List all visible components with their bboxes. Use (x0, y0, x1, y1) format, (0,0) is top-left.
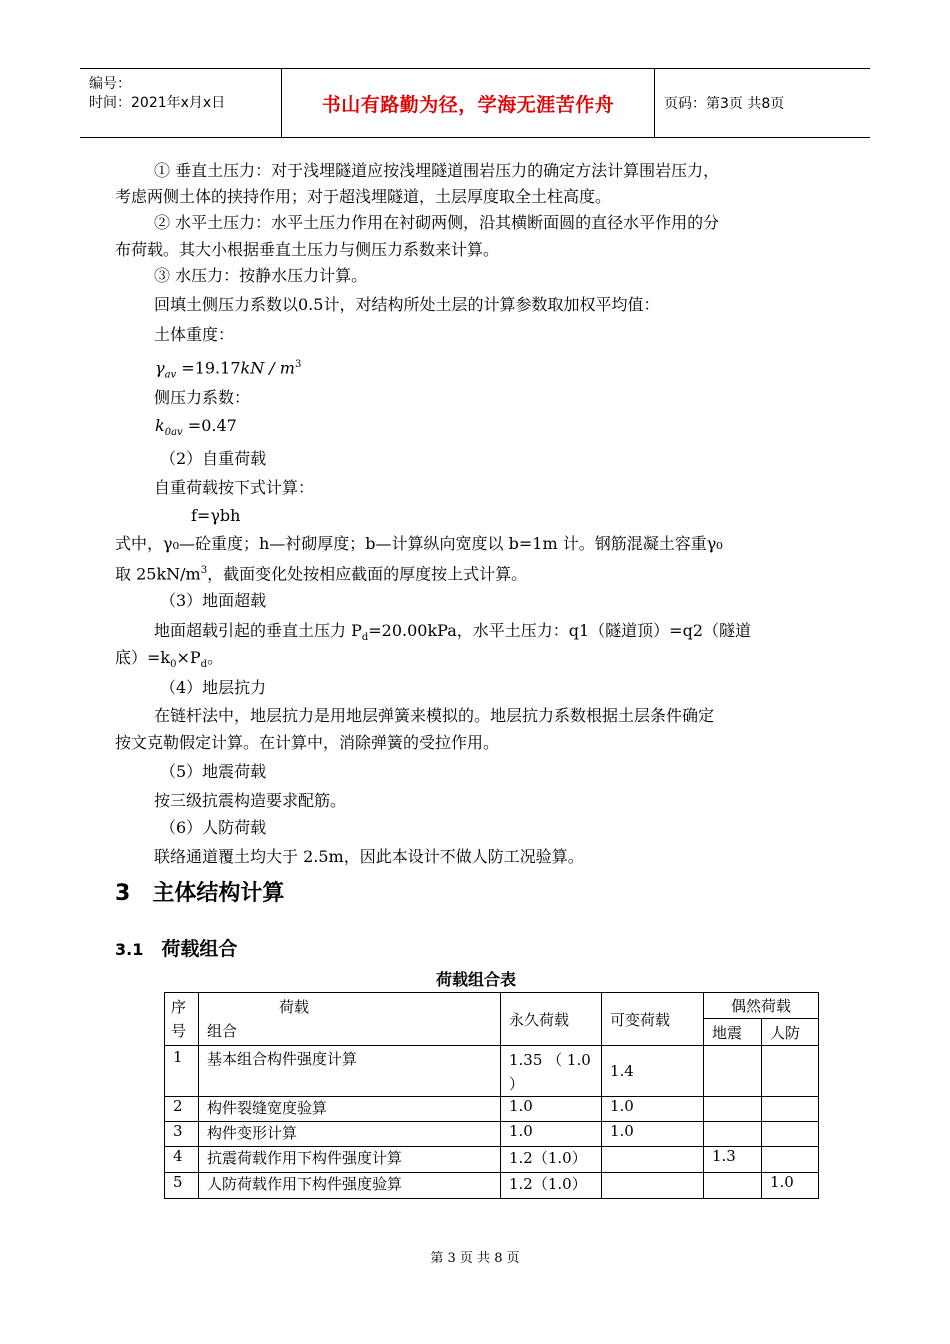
load-combination-table (164, 992, 819, 1199)
eq-k-value: =0.47 (187, 416, 237, 435)
cell-seq: 1 (165, 1046, 199, 1097)
cell-civil-defense (762, 1147, 819, 1173)
section-seismic-load: （5）地震荷载 (160, 762, 267, 781)
surcharge-p-sub: d (200, 659, 208, 671)
cell-seq: 5 (165, 1173, 199, 1199)
concrete-weight-text: 取 25kN/m (115, 564, 201, 584)
heading-number: 3 (115, 881, 131, 906)
eq-gamma-symbol: γ (155, 358, 165, 378)
paragraph-backfill: 回填土侧压力系数以0.5计，对结构所处土层的计算参数取加权平均值： (154, 295, 660, 314)
heading-main-structure (115, 876, 284, 907)
header-load-a: 荷载 (279, 998, 310, 1016)
concrete-weight-exp: 3 (200, 565, 208, 576)
table-row (165, 1046, 819, 1097)
cell-earthquake (704, 1122, 762, 1147)
header-motto-cell (281, 69, 655, 137)
cell-name: 构件裂缝宽度验算 (199, 1097, 501, 1122)
cell-name: 人防荷载作用下构件强度验算 (199, 1173, 501, 1199)
surcharge-k-sub: 0 (170, 659, 177, 671)
header-load (199, 993, 501, 1046)
label-lateral-coefficient: 侧压力系数： (154, 388, 251, 407)
eq-gamma-unit-exp: 3 (294, 359, 302, 370)
cell-permanent-b: ） (509, 1075, 525, 1093)
paragraph-formula-notes: 式中，γ₀—砼重度；h—衬砌厚度；b—计算纵向宽度以 b=1m 计。钢筋混凝土容重γ₀ (115, 534, 723, 553)
cell-variable (602, 1173, 704, 1199)
paragraph-ground-resistance-cont: 按文克勒假定计算。在计算中，消除弹簧的受拉作用。 (115, 733, 500, 752)
eq-k-sub: 0av (164, 427, 183, 439)
table-row (165, 1122, 819, 1147)
surcharge-cont-text: 底）=k (115, 648, 171, 667)
surcharge-sub: d (361, 632, 369, 644)
paragraph-vertical-pressure: ① 垂直土压力：对于浅埋隧道应按浅埋隧道围岩压力的确定方法计算围岩压力， (154, 161, 720, 180)
cell-earthquake (704, 1097, 762, 1122)
cell-variable: 1.4 (602, 1046, 704, 1097)
equation-self-weight: f=γbh (191, 506, 241, 525)
surcharge-cont-end: 。 (207, 648, 224, 667)
cell-permanent: 1.0 (501, 1097, 602, 1122)
header-seq-b: 号 (171, 1022, 187, 1040)
paragraph-horizontal-pressure: ② 水平土压力：水平土压力作用在衬砌两侧，沿其横断面圆的直径水平作用的分 (154, 213, 720, 232)
cell-earthquake: 1.3 (704, 1147, 762, 1173)
paragraph-surcharge-cont (115, 648, 223, 675)
cell-permanent-a: 1.35 （ 1.0 (509, 1051, 591, 1069)
label-soil-weight: 土体重度： (154, 325, 235, 344)
eq-gamma-sub: av (164, 369, 177, 381)
cell-earthquake (704, 1173, 762, 1199)
section-civil-defense: （6）人防荷载 (160, 818, 267, 837)
subheading-title: 荷载组合 (161, 938, 238, 960)
header-load-b: 组合 (207, 1022, 238, 1040)
table-header-row (165, 993, 819, 1019)
equation-lateral-coefficient (155, 416, 237, 443)
cell-variable (602, 1147, 704, 1173)
table-row (165, 1147, 819, 1173)
eq-gamma-value: =19.17 (181, 358, 241, 378)
header-accidental: 偶然荷载 (704, 993, 819, 1019)
equation-soil-weight (155, 355, 301, 386)
header-motto: 书山有路勤为径，学海无涯苦作舟 (321, 93, 615, 116)
eq-gamma-unit: kN / m (240, 358, 295, 378)
cell-seq: 2 (165, 1097, 199, 1122)
heading-load-combination (115, 934, 237, 961)
paragraph-ground-resistance: 在链杆法中，地层抗力是用地层弹簧来模拟的。地层抗力系数根据土层条件确定 (154, 706, 715, 725)
section-ground-resistance: （4）地层抗力 (160, 678, 267, 697)
paragraph-surcharge (154, 621, 751, 648)
concrete-weight-rest: ，截面变化处按相应截面的厚度按上式计算。 (207, 564, 528, 584)
document-number-label: 编号： (89, 76, 131, 92)
header-page-number: 页码：第3页 共8页 (664, 96, 785, 112)
surcharge-text: 地面超载引起的垂直土压力 P (154, 621, 362, 640)
paragraph-horizontal-pressure-cont: 布荷载。其大小根据垂直土压力与侧压力系数来计算。 (115, 240, 500, 259)
paragraph-vertical-pressure-cont: 考虑两侧土体的挟持作用；对于超浅埋隧道，土层厚度取全土柱高度。 (115, 187, 612, 206)
subheading-number: 3.1 (115, 940, 144, 959)
paragraph-civil-defense: 联络通道覆土均大于 2.5m，因此本设计不做人防工况验算。 (154, 847, 584, 866)
document-time-label: 时间：2021年x月x日 (89, 95, 226, 111)
paragraph-self-weight: 自重荷载按下式计算： (154, 478, 315, 497)
header-permanent: 永久荷载 (501, 993, 602, 1046)
table-caption: 荷载组合表 (435, 970, 516, 989)
cell-name: 抗震荷载作用下构件强度计算 (199, 1147, 501, 1173)
cell-seq: 4 (165, 1147, 199, 1173)
header-meta (80, 69, 281, 137)
table-row (165, 1097, 819, 1122)
cell-civil-defense: 1.0 (762, 1173, 819, 1199)
surcharge-cont-mid: ×P (176, 648, 201, 667)
cell-permanent: 1.2（1.0） (501, 1173, 602, 1199)
header-page-info (664, 69, 784, 137)
table-row (165, 1173, 819, 1199)
cell-permanent: 1.0 (501, 1122, 602, 1147)
heading-title: 主体结构计算 (152, 881, 285, 906)
paragraph-water-pressure: ③ 水压力：按静水压力计算。 (154, 266, 368, 285)
section-surface-surcharge: （3）地面超载 (160, 591, 267, 610)
header-civil-defense: 人防 (762, 1019, 819, 1046)
paragraph-concrete-weight (115, 561, 527, 584)
eq-k-symbol: k (155, 416, 165, 435)
cell-variable: 1.0 (602, 1097, 704, 1122)
cell-civil-defense (762, 1046, 819, 1097)
cell-civil-defense (762, 1122, 819, 1147)
paragraph-seismic: 按三级抗震构造要求配筋。 (154, 791, 347, 810)
header-seq (165, 993, 199, 1046)
surcharge-rest: =20.00kPa，水平土压力：q1（隧道顶）=q2（隧道 (368, 621, 752, 640)
cell-earthquake (704, 1046, 762, 1097)
cell-permanent (501, 1046, 602, 1097)
header-earthquake: 地震 (704, 1019, 762, 1046)
cell-name: 基本组合构件强度计算 (199, 1046, 501, 1097)
cell-seq: 3 (165, 1122, 199, 1147)
page-header (80, 68, 870, 138)
header-seq-a: 序 (171, 998, 187, 1016)
cell-permanent: 1.2（1.0） (501, 1147, 602, 1173)
cell-name: 构件变形计算 (199, 1122, 501, 1147)
header-variable: 可变荷载 (602, 993, 704, 1046)
section-self-weight: （2）自重荷载 (160, 449, 267, 468)
cell-civil-defense (762, 1097, 819, 1122)
page-footer: 第 3 页 共 8 页 (430, 1251, 520, 1266)
cell-variable: 1.0 (602, 1122, 704, 1147)
